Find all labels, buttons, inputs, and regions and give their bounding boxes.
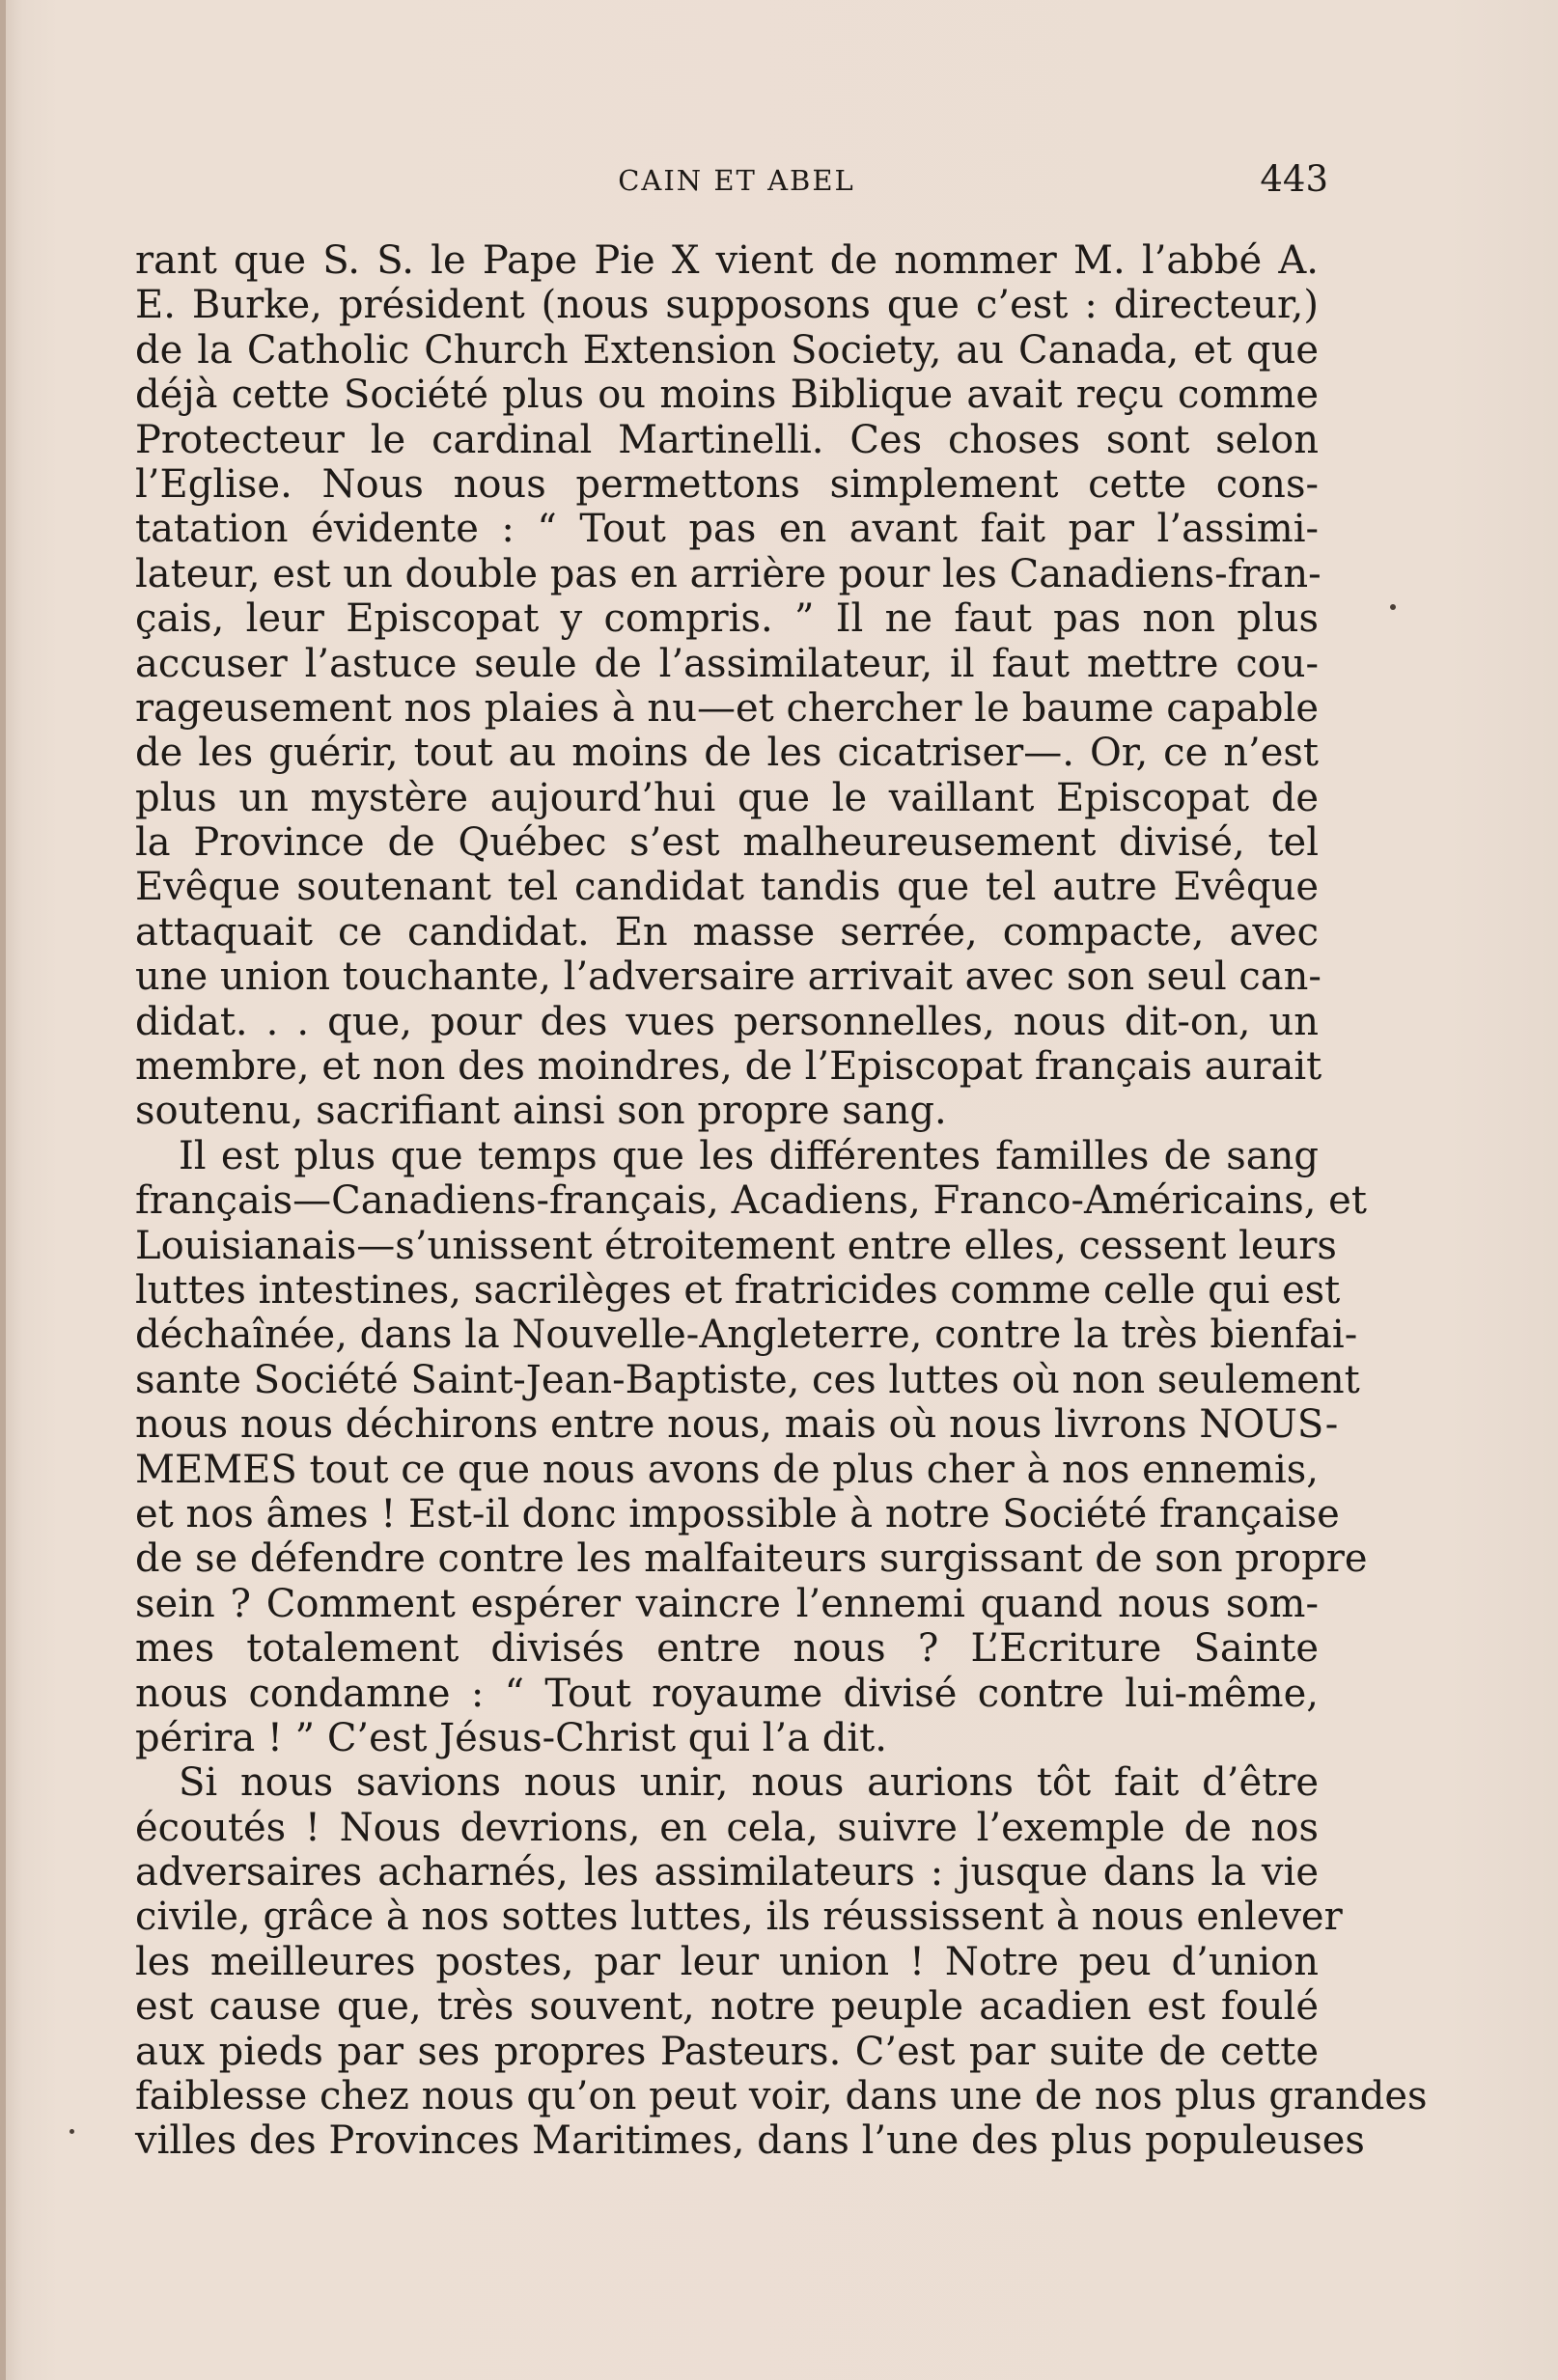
text-line: adversaires acharnés, les assimilateurs : jusque dans la vie: [135, 1850, 1319, 1896]
text-line: nous nous déchirons entre nous, mais où nous livrons NOUS-: [135, 1402, 1339, 1448]
text-line: la Province de Québec s’est malheureusement divisé, tel: [135, 820, 1319, 866]
page-header: [145, 158, 1328, 201]
text-line: mes totalement divisés entre nous ? L’Ecriture Sainte: [135, 1626, 1319, 1672]
text-line: didat. . . que, pour des vues personnelles, nous dit-on, un: [135, 999, 1319, 1044]
text-line: de les guérir, tout au moins de les cicatriser—. Or, ce n’est: [135, 731, 1319, 776]
text-line: de la Catholic Church Extension Society, au Canada, et que: [135, 327, 1319, 373]
text-line: Si nous savions nous unir, nous aurions tôt fait d’être: [179, 1760, 1319, 1806]
text-line: Il est plus que temps que les différentes familles de sang: [179, 1133, 1319, 1178]
text-line: plus un mystère aujourd’hui que le vaillant Episcopat de: [135, 775, 1319, 820]
text-line: écoutés ! Nous devrions, en cela, suivre l’exemple de nos: [135, 1805, 1319, 1850]
text-line: périra ! ” C’est Jésus-Christ qui l’a dit.: [135, 1715, 887, 1760]
text-line: français—Canadiens-français, Acadiens, Franco-Américains, et: [135, 1178, 1367, 1224]
text-line: l’Eglise. Nous nous permettons simplement cette cons-: [135, 461, 1319, 507]
text-line: civile, grâce à nos sottes luttes, ils réussissent à nous enlever: [135, 1895, 1343, 1940]
text-line: villes des Provinces Maritimes, dans l’une des plus populeuses: [135, 2118, 1365, 2164]
text-line: les meilleures postes, par leur union ! Notre peu d’union: [135, 1939, 1319, 1984]
text-line: soutenu, sacrifiant ainsi son propre sang.: [135, 1089, 947, 1134]
text-line: nous condamne : “ Tout royaume divisé contre lui-même,: [135, 1671, 1319, 1716]
text-line: accuser l’astuce seule de l’assimilateur, il faut mettre cou-: [135, 641, 1319, 686]
text-line: luttes intestines, sacrilèges et fratricides comme celle qui est: [135, 1267, 1341, 1313]
text-line: E. Burke, président (nous supposons que c’est : directeur,): [135, 283, 1319, 328]
text-line: rant que S. S. le Pape Pie X vient de nommer M. l’abbé A.: [135, 238, 1319, 283]
text-line: Louisianais—s’unissent étroitement entre elles, cessent leurs: [135, 1223, 1337, 1268]
text-line: déchaînée, dans la Nouvelle-Angleterre, contre la très bienfai-: [135, 1313, 1358, 1358]
text-line: tatation évidente : “ Tout pas en avant fait par l’assimi-: [135, 507, 1319, 552]
text-line: Protecteur le cardinal Martinelli. Ces choses sont selon: [135, 417, 1319, 462]
text-line: rageusement nos plaies à nu—et chercher le baume capable: [135, 685, 1319, 731]
text-line: faiblesse chez nous qu’on peut voir, dans une de nos plus grandes: [135, 2074, 1428, 2119]
text-line: une union touchante, l’adversaire arrivait avec son seul can-: [135, 955, 1322, 1000]
text-line: sante Société Saint-Jean-Baptiste, ces luttes où non seulement: [135, 1357, 1360, 1402]
text-line: Evêque soutenant tel candidat tandis que tel autre Evêque: [135, 865, 1319, 910]
text-line: est cause que, très souvent, notre peuple acadien est foulé: [135, 1984, 1319, 2030]
body-text: [135, 238, 1428, 2164]
page-number: 443: [1260, 158, 1328, 200]
ink-speck: [70, 2129, 74, 2134]
text-line: sein ? Comment espérer vaincre l’ennemi quand nous som-: [135, 1581, 1319, 1626]
text-line: MEMES tout ce que nous avons de plus cher à nos ennemis,: [135, 1447, 1319, 1492]
text-line: attaquait ce candidat. En masse serrée, compacte, avec: [135, 909, 1319, 955]
text-line: de se défendre contre les malfaiteurs surgissant de son propre: [135, 1536, 1368, 1582]
ink-speck: [1390, 604, 1396, 610]
text-line: et nos âmes ! Est-il donc impossible à notre Société française: [135, 1491, 1340, 1536]
text-line: çais, leur Episcopat y compris. ” Il ne faut pas non plus: [135, 596, 1319, 642]
text-line: aux pieds par ses propres Pasteurs. C’est par suite de cette: [135, 2029, 1319, 2074]
running-head: CAIN ET ABEL: [618, 164, 855, 197]
text-line: membre, et non des moindres, de l’Episcopat français aurait: [135, 1044, 1322, 1090]
text-line: déjà cette Société plus ou moins Biblique avait reçu comme: [135, 373, 1319, 418]
page-gutter-edge: [0, 0, 6, 2380]
text-line: lateur, est un double pas en arrière pour les Canadiens-fran-: [135, 551, 1322, 596]
